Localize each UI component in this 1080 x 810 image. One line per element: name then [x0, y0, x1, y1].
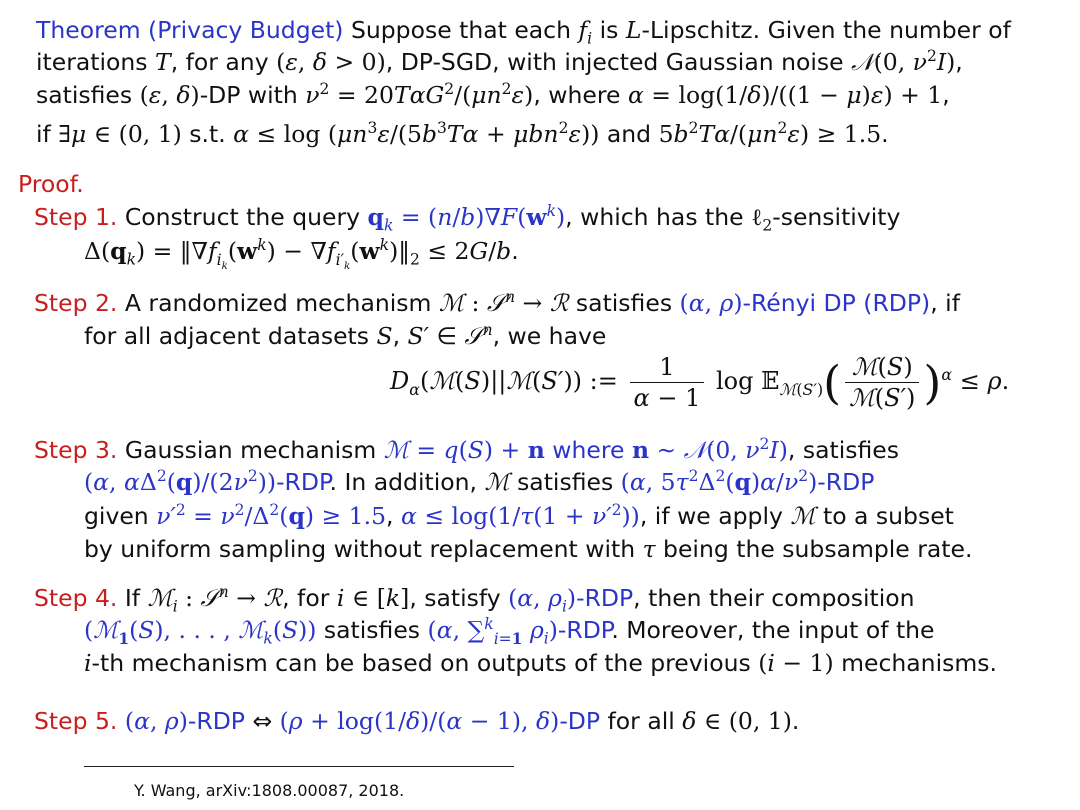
step-2-line-2: for all adjacent datasets S, S′ ∈ 𝒮$^n$, we have [84, 321, 607, 350]
theorem-line-1: Theorem (Privacy Budget) Suppose that each $f_i$ is L-Lipschitz. Given the number of [36, 16, 1011, 48]
step-1-label: Step 1. [34, 203, 118, 231]
theorem-line-3: satisfies (ε, δ)-DP with $\nu^2 = 20T\alpha G^2/(\mu n^2\varepsilon)$, where α = log(1/δ)/((1 − μ)ε) + 1, [36, 80, 950, 109]
step-4: Step 4. If ℳ$_i$ : 𝒮$^n$ → ℛ, for i ∈ [k], satisfy (α, $\rho_i$)-RDP, then their composition [34, 583, 915, 616]
step-3: Step 3. Gaussian mechanism ℳ = q(S) + n where n ∼ 𝒩(0, $\nu^2I$), satisfies [34, 435, 899, 464]
theorem-line-4: if ∃μ ∈ (0, 1) s.t. $\alpha \le \log (\mu n^3\varepsilon/(5b^3T\alpha + \mu bn^2\varepsilon))$ and $5b^2T\alpha/(\mu n^2\varepsilon) \ge 1.5$. [36, 119, 889, 148]
step-1: Step 1. Construct the query $q_k = (n/b)\nabla F(w^k)$, which has the ℓ$_2$-sensitivity [34, 202, 901, 235]
step-1-line-2: $\Delta(q_k)$ = $‖\nabla f_{i_k}(w^k)$ − $\nabla f_{i'_k}(w^k)‖_2 \le 2G/b$. [84, 236, 519, 272]
step-3-label: Step 3. [34, 436, 118, 464]
theorem-line-2: iterations T, for any (ε, δ > 0), DP-SGD, with injected Gaussian noise 𝒩(0, $\nu^2I$), [36, 47, 963, 76]
footnote: Y. Wang, arXiv:1808.00087, 2018. [134, 781, 405, 800]
proof-label: Proof. [18, 170, 84, 198]
step-4-line-3: i-th mechanism can be based on outputs of the previous (i − 1) mechanisms. [84, 649, 997, 677]
step-3-line-4: by uniform sampling without replacement with τ being the subsample rate. [84, 535, 973, 563]
step-2: Step 2. A randomized mechanism ℳ : 𝒮$^n$ → ℛ satisfies (α, ρ)-Rényi DP (RDP), if [34, 288, 960, 317]
footnote-rule [84, 766, 514, 767]
step-3-line-3: given $\nu'^2 = \nu^2/\Delta^2(q) \ge 1.5$, $\alpha \le \log(1/\tau(1 + \nu'^2))$, if we apply ℳ to a subset [84, 501, 954, 530]
step-4-label: Step 4. [34, 584, 118, 612]
step-4-line-2: (ℳ$_1$(S), . . . , ℳ$_k$(S)) satisfies (α, ∑$^k_{i=1}$ $\rho_i$)-RDP. Moreover, the input of the [84, 615, 935, 648]
step-5: Step 5. (α, ρ)-RDP ⇔ (ρ + log(1/δ)/(α − 1), δ)-DP for all δ ∈ (0, 1). [34, 707, 800, 735]
step-3-line-2: (α, $\alpha\Delta^2(q)/(2\nu^2)$)-RDP. In addition, ℳ satisfies (α, $5\tau^2\Delta^2(q)\alpha/\nu^2$)-RDP [84, 467, 875, 496]
renyi-divergence-equation: $D_\alpha(ℳ(S)||ℳ(S'))$ := $\frac{1}{\alpha - 1}$ log 𝔼$_{ℳ(S')}$( $\frac{\text{ℳ(S)}}{\text{ℳ(S′)}}$ )$^\alpha$ ≤ ρ. [390, 353, 1010, 412]
step-5-label: Step 5. [34, 707, 118, 735]
step-2-label: Step 2. [34, 289, 118, 317]
theorem-label: Theorem (Privacy Budget) [36, 16, 344, 44]
